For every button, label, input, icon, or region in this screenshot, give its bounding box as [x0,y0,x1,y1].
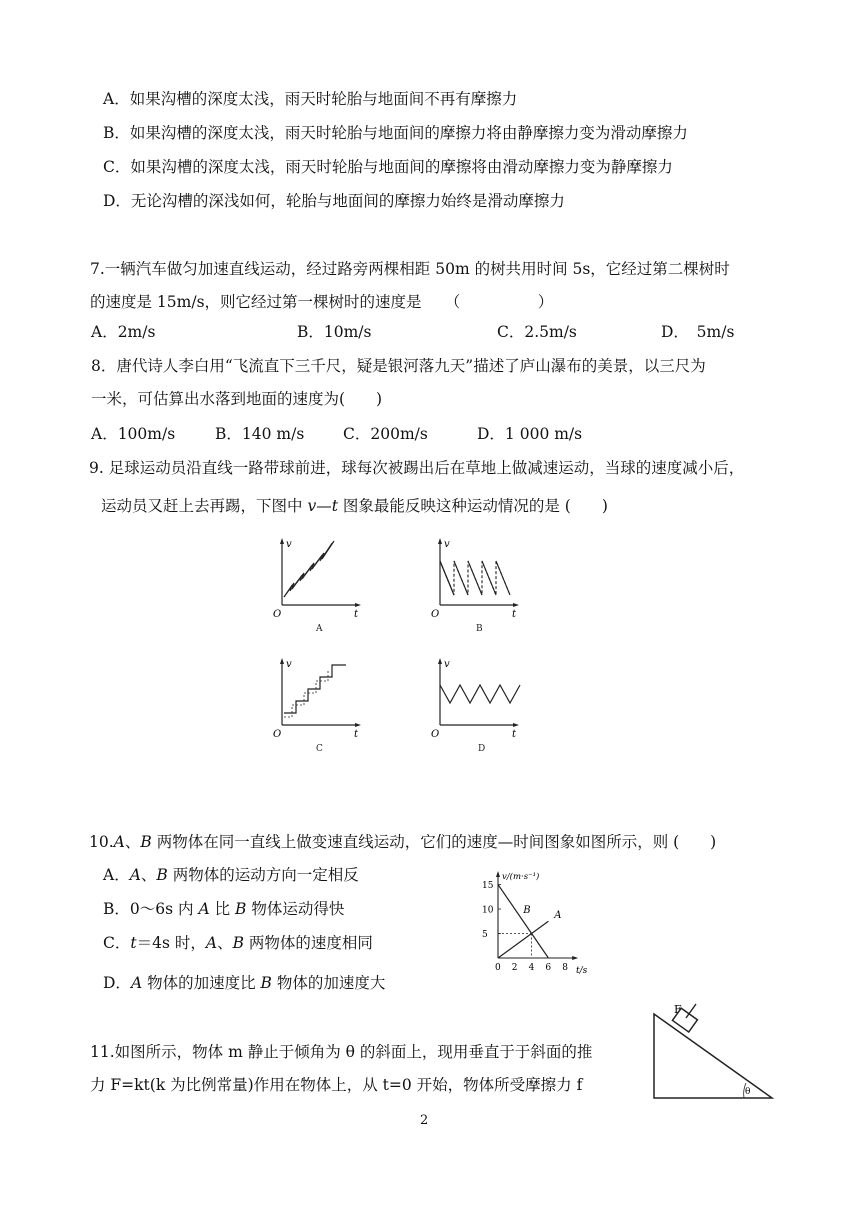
chart-marks [498,885,562,959]
q8-option-a: A．100m/s [91,425,176,443]
q9-graph-b [428,535,528,635]
q10-option-c: C．t＝4s 时，A、B 两物体的速度相同 [103,934,373,952]
q7-stem-line2: 的速度是 15m/s，则它经过第一棵树时的速度是 （ ） [90,293,554,311]
force-label: F [674,1003,682,1016]
q11-incline-figure [640,1000,780,1104]
svg-text:t: t [512,729,517,740]
q6-option-a: A．如果沟槽的深度太浅，雨天时轮胎与地面间不再有摩擦力 [103,90,518,108]
q9-vt-symbol: v—t [307,497,338,515]
q7-option-d: D． 5m/s [661,323,735,341]
page-number: 2 [420,1113,429,1128]
q10-vt-chart [478,868,608,976]
svg-text:t: t [512,609,517,620]
q9-stem-line2: 运动员又赶上去再踢，下图中 v—t 图象最能反映这种运动情况的是 ( ) [101,497,608,515]
incline-triangle [654,1014,772,1098]
series-label-B: B [523,904,531,916]
svg-text:B: B [476,624,483,634]
svg-text:O: O [273,729,282,740]
q7-option-c: C．2.5m/s [497,323,577,341]
q6-option-d: D．无论沟槽的深浅如何，轮胎与地面间的摩擦力始终是滑动摩擦力 [103,192,565,210]
svg-text:v: v [444,659,450,670]
q11-stem-line2: 力 F=kt(k 为比例常量)作用在物体上，从 t=0 开始，物体所受摩擦力 f [90,1076,583,1094]
q8-stem-line2: 一米，可估算出水落到地面的速度为( ) [91,390,383,408]
svg-text:v: v [444,539,450,550]
q11-stem-line1: 11.如图所示，物体 m 静止于倾角为 θ 的斜面上，现用垂直于于斜面的推 [90,1043,593,1061]
q8-option-d: D．1 000 m/s [477,425,583,443]
q6-option-b: B．如果沟槽的深度太浅，雨天时轮胎与地面间的摩擦力将由静摩擦力变为滑动摩擦力 [103,124,688,142]
svg-text:C: C [316,744,323,754]
svg-text:O: O [431,729,440,740]
q8-option-c: C．200m/s [343,425,428,443]
y-tick-label: 10 [482,905,494,916]
q10-option-b: B．0～6s 内 A 比 B 物体运动得快 [103,900,345,918]
chart-axes [482,871,578,973]
svg-text:v: v [286,539,292,550]
chart-y-label: v/(m·s⁻¹) [502,872,540,882]
q9-graph-d [428,655,528,755]
q7-option-a: A．2m/s [91,323,156,341]
q10-stem: 10.A、B 两物体在同一直线上做变速直线运动，它们的速度—时间图象如图所示，则 ( ) [89,833,717,851]
y-axis-arrow [496,871,500,877]
x-tick-label: 2 [511,963,518,973]
y-tick-label: 5 [482,930,488,940]
q8-stem-line1: 8．唐代诗人李白用“飞流直下三千尺，疑是银河落九天”描述了庐山瀑布的美景，以三尺为 [91,357,706,375]
q10-option-a: A．A、B 两物体的运动方向一定相反 [103,866,359,884]
chart-x-label: t/s [576,966,588,976]
svg-text:t: t [354,609,359,620]
q7-stem-line1: 7.一辆汽车做匀加速直线运动，经过路旁两棵相距 50m 的树共用时间 5s，它经过第二棵树时 [90,260,730,278]
x-tick-label: 0 [495,963,501,973]
svg-text:A: A [316,624,323,634]
svg-text:v: v [286,659,292,670]
q8-option-b: B．140 m/s [215,425,305,443]
q9-stem-line1: 9. 足球运动员沿直线一路带球前进，球每次被踢出后在草地上做减速运动，当球的速度减小后， [89,459,745,477]
q9-graph-a [270,535,370,635]
svg-text:O: O [273,609,282,620]
q9-graph-c [270,655,370,755]
x-tick-label: 8 [562,963,568,973]
q7-option-b: B．10m/s [297,323,372,341]
series-label-A: A [554,909,562,921]
svg-text:t: t [354,729,359,740]
svg-text:O: O [431,609,440,620]
q10-option-d: D．A 物体的加速度比 B 物体的加速度大 [103,974,386,992]
x-axis-arrow [572,956,578,960]
y-tick-label: 15 [482,881,494,891]
angle-label: θ [745,1087,751,1097]
q6-option-c: C．如果沟槽的深度太浅，雨天时轮胎与地面间的摩擦将由滑动摩擦力变为静摩擦力 [103,158,673,176]
svg-text:D: D [478,744,486,754]
x-tick-label: 4 [528,963,535,973]
series-line-A [498,921,548,958]
x-tick-label: 6 [545,963,552,973]
series-line-B [498,885,548,959]
